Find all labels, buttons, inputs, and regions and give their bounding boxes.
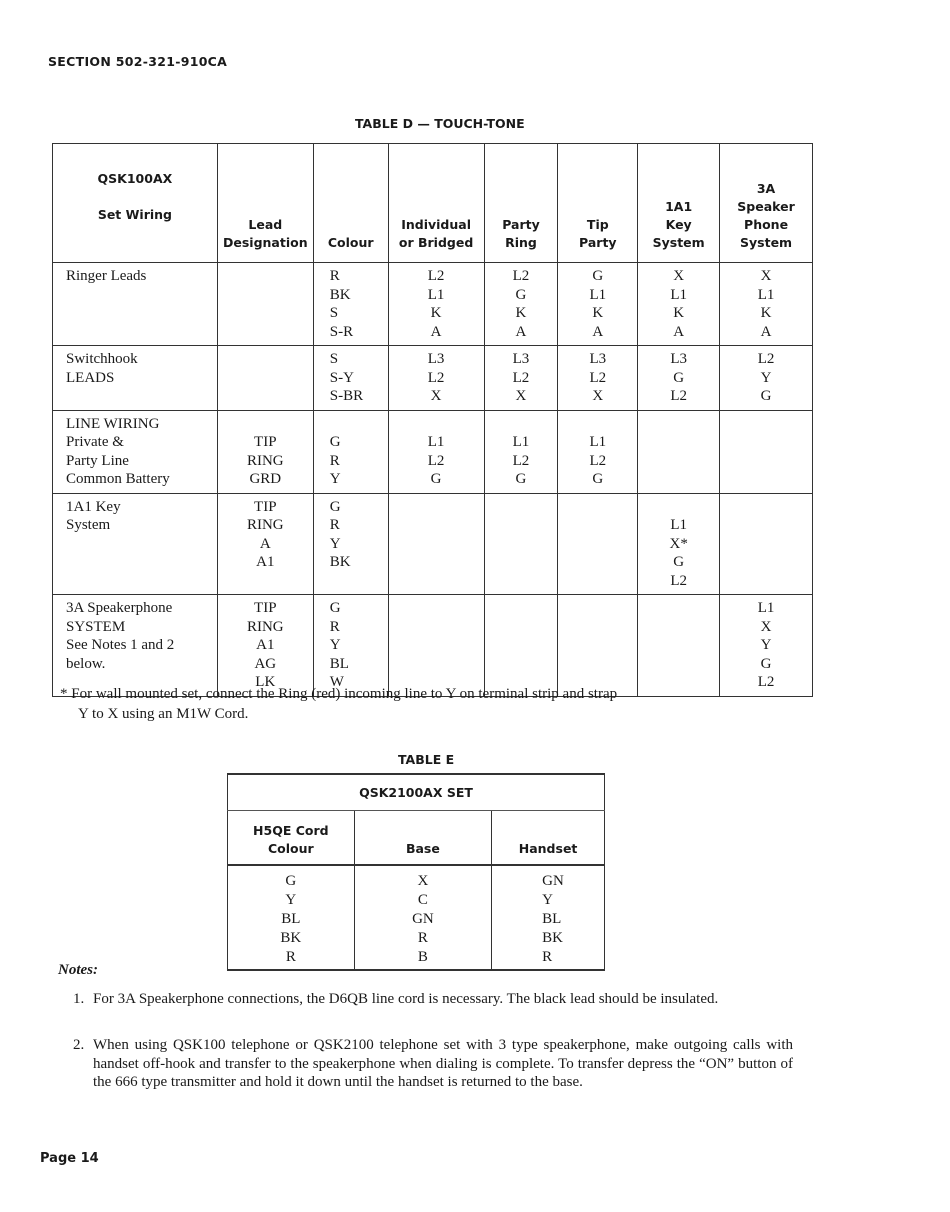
table-d-cell (558, 493, 638, 595)
table-d-cell (638, 263, 720, 346)
notes-heading: Notes: (58, 962, 98, 978)
cell-line: X (417, 873, 429, 889)
cell-line: LEADS (66, 369, 115, 386)
header-text: Lead (248, 217, 283, 232)
cell-line: BL (281, 911, 301, 927)
cell-line: R (285, 949, 296, 965)
cell-line: Y (329, 535, 341, 552)
cell-line: L2 (589, 452, 607, 469)
table-d-cell (720, 263, 813, 346)
cell-line: G (329, 498, 341, 515)
cell-line: BK (329, 286, 351, 303)
cell-line: L3 (512, 351, 530, 367)
table-e-base-column (354, 865, 492, 970)
cell-line: K (515, 305, 527, 321)
cell-line: L2 (512, 452, 530, 469)
table-d-header-cell (484, 144, 558, 263)
cell-line: TIP (254, 600, 277, 616)
table-d-cell (53, 263, 218, 346)
cell-line: X (515, 388, 527, 404)
cell-line: G (329, 600, 341, 616)
table-d-cell (53, 346, 218, 411)
table-d-cell (720, 410, 813, 493)
cell-line: W (329, 674, 344, 690)
table-d-cell (388, 493, 484, 595)
cell-line: G (329, 434, 341, 450)
header-text: Party (579, 235, 617, 250)
cell-line: L1 (670, 286, 687, 303)
cell-line: A (592, 323, 604, 340)
table-d-cell (217, 263, 313, 346)
table-d-cell (638, 493, 720, 595)
cell-line: L2 (427, 452, 445, 469)
cell-line: RING (246, 452, 284, 469)
cell-line: Ringer Leads (66, 268, 147, 284)
cell-line: Y (760, 369, 772, 386)
header-text: Handset (518, 841, 578, 856)
note-number: 2. (73, 1037, 85, 1053)
section-number: SECTION 502-321-910CA (48, 54, 228, 69)
cell-line: L2 (757, 351, 775, 367)
table-e (227, 773, 605, 971)
cell-line (330, 415, 388, 434)
header-text: Speaker (737, 199, 795, 214)
cell-line: K (430, 305, 442, 321)
cell-line: BK (542, 930, 564, 946)
table-e-header-cell (228, 811, 355, 866)
header-text: 1A1 (665, 199, 693, 214)
table-d-cell (558, 410, 638, 493)
table-d-cell (638, 346, 720, 411)
cell-line: L3 (427, 351, 445, 367)
header-text: Designation (222, 235, 308, 250)
cell-line: K (592, 305, 604, 321)
note-item (73, 990, 793, 1009)
table-d-header-cell (217, 144, 313, 263)
header-text: H5QE Cord (253, 823, 329, 838)
table-e-header-cell (354, 811, 492, 866)
cell-line: X (592, 388, 604, 404)
cell-line: G (592, 268, 604, 284)
table-d-header-cell (638, 144, 720, 263)
cell-line: Y (542, 892, 554, 908)
table-e-colour-column (228, 865, 355, 970)
table-d-header-cell (720, 144, 813, 263)
table-d-cell (313, 493, 388, 595)
header-text: 3A (756, 181, 776, 196)
cell-line: BK (280, 930, 302, 946)
table-d-row (53, 595, 813, 697)
cell-line: See Notes 1 and 2 (66, 637, 175, 653)
cell-line: BK (329, 554, 351, 570)
cell-line (638, 498, 719, 517)
cell-line: S (329, 351, 339, 367)
table-d-cell (484, 263, 558, 346)
cell-line: Y (760, 637, 772, 653)
cell-line: Y (329, 471, 341, 487)
table-d-cell (638, 410, 720, 493)
cell-line: G (760, 388, 772, 404)
cell-line: X (760, 268, 772, 284)
cell-line: L1 (589, 434, 607, 450)
table-d-cell (558, 263, 638, 346)
table-d-row (53, 493, 813, 595)
cell-line: R (417, 930, 428, 946)
header-text: Tip (586, 217, 609, 232)
cell-line: X (430, 388, 442, 404)
table-d-cell (558, 595, 638, 697)
cell-line: RING (246, 618, 284, 635)
cell-line: Y (285, 892, 297, 908)
table-d-cell (720, 493, 813, 595)
table-d-cell (313, 410, 388, 493)
cell-line: L1 (670, 517, 687, 533)
cell-line: Y (329, 637, 341, 653)
header-text: Ring (505, 235, 537, 250)
table-d-cell (388, 410, 484, 493)
cell-line: L2 (670, 388, 687, 404)
cell-line: GN (542, 873, 564, 889)
table-d-cell (53, 595, 218, 697)
note-number: 1. (73, 991, 85, 1007)
cell-line: L1 (589, 286, 607, 303)
cell-line: G (760, 655, 772, 672)
cell-line: 3A Speakerphone (66, 600, 173, 616)
cell-line: Private & (66, 434, 124, 450)
cell-line: R (329, 517, 340, 533)
cell-line: C (417, 892, 428, 908)
cell-line: L3 (670, 351, 687, 367)
cell-line: Party Line (66, 452, 129, 469)
cell-line: L2 (757, 674, 775, 690)
table-d-cell (638, 595, 720, 697)
header-text: QSK100AX (97, 171, 173, 186)
header-text: Party (502, 217, 540, 232)
table-e-title: TABLE E (398, 752, 455, 767)
cell-line: L3 (589, 351, 607, 367)
header-text: Base (405, 841, 440, 856)
cell-line: L2 (670, 572, 687, 589)
cell-line: System (66, 517, 111, 533)
table-d-cell (388, 346, 484, 411)
header-text: Phone (744, 217, 789, 232)
table-d-header-cell (313, 144, 388, 263)
cell-line (218, 415, 313, 434)
cell-line: 1A1 Key (66, 498, 121, 515)
cell-line: Common Battery (66, 471, 170, 487)
cell-line: L2 (427, 369, 445, 386)
header-text: System (740, 235, 793, 250)
cell-line: L2 (512, 268, 530, 284)
cell-line: S (329, 305, 339, 321)
cell-line: R (329, 618, 340, 635)
cell-line: G (673, 369, 685, 386)
table-d (52, 143, 813, 697)
table-d-cell (484, 346, 558, 411)
cell-line: R (542, 949, 553, 965)
cell-line: L1 (757, 286, 775, 303)
cell-line: LINE WIRING (66, 415, 160, 432)
table-d-title: TABLE D — TOUCH-TONE (355, 116, 525, 131)
cell-line: R (329, 268, 340, 284)
cell-line: K (673, 305, 685, 321)
cell-line: A (760, 323, 772, 340)
cell-line: S-R (329, 323, 354, 340)
table-d-cell (720, 595, 813, 697)
cell-line: X (673, 268, 685, 284)
note-text: When using QSK100 telephone or QSK2100 telephone set with 3 type speakerphone, make outgoing calls with handset off-hook and transfer to the speakerphone when dialing is complete. To transfer depress the “ON” button of the 666 type transmitter and hold it down until the handset is returned to the base. (93, 1037, 793, 1090)
table-d-cell (558, 346, 638, 411)
header-text: Key (665, 217, 692, 232)
cell-line: TIP (254, 498, 277, 515)
cell-line: L1 (427, 434, 445, 450)
cell-line: B (417, 949, 428, 965)
wall-mount-footnote (60, 684, 820, 724)
table-d-row (53, 263, 813, 346)
table-d-cell (313, 346, 388, 411)
table-d-cell (388, 263, 484, 346)
cell-line: AG (254, 655, 277, 672)
table-d-cell (53, 410, 218, 493)
cell-line: RING (246, 517, 284, 533)
header-text: or Bridged (398, 235, 474, 250)
header-text: Individual (401, 217, 471, 232)
cell-line: G (515, 286, 527, 303)
cell-line: G (673, 554, 685, 570)
cell-line: A (430, 323, 442, 340)
cell-line: A (515, 323, 527, 340)
table-d-row (53, 410, 813, 493)
cell-line: L2 (589, 369, 607, 386)
table-d-cell (484, 493, 558, 595)
cell-line: A (673, 323, 685, 340)
cell-line: TIP (254, 434, 277, 450)
cell-line: L1 (757, 600, 775, 616)
cell-line: BL (542, 911, 562, 927)
table-d-cell (313, 595, 388, 697)
table-d-cell (313, 263, 388, 346)
page-number: Page 14 (40, 1151, 99, 1166)
table-e-handset-column (492, 865, 605, 970)
cell-line: GN (412, 911, 434, 927)
table-d-cell (720, 346, 813, 411)
cell-line: L1 (427, 286, 445, 303)
cell-line: Switchhook (66, 351, 138, 367)
table-d-row (53, 346, 813, 411)
header-text: System (652, 235, 705, 250)
cell-line: X (760, 618, 772, 635)
table-e-set-header: QSK2100AX SET (228, 774, 605, 811)
table-e-header-cell (492, 811, 605, 866)
table-d-header-cell (388, 144, 484, 263)
table-d-cell (217, 346, 313, 411)
table-d-cell (217, 410, 313, 493)
cell-line: LK (255, 674, 276, 690)
header-text: Colour (267, 841, 314, 856)
table-d-header-row (53, 144, 813, 263)
cell-line: X* (669, 535, 688, 552)
cell-line: A1 (256, 637, 275, 653)
cell-line (558, 415, 637, 434)
table-d-cell (217, 493, 313, 595)
note-item (73, 1036, 793, 1092)
cell-line: L2 (512, 369, 530, 386)
cell-line: A1 (256, 554, 275, 570)
cell-line (485, 415, 558, 434)
table-d-cell (484, 410, 558, 493)
cell-line: G (592, 471, 604, 487)
cell-line: G (285, 873, 297, 889)
footnote-line: Y to X using an M1W Cord. (78, 706, 249, 722)
cell-line (389, 415, 484, 434)
footnote-line: * For wall mounted set, connect the Ring (red) incoming line to Y on terminal strip and strap (60, 686, 618, 702)
note-text: For 3A Speakerphone connections, the D6QB line cord is necessary. The black lead should be insulated. (93, 991, 719, 1007)
cell-line: SYSTEM (66, 618, 126, 635)
cell-line: L1 (512, 434, 530, 450)
cell-line: S-Y (329, 369, 354, 386)
cell-line: K (760, 305, 772, 321)
table-d-cell (53, 493, 218, 595)
table-d-header-cell (558, 144, 638, 263)
cell-line: S-BR (329, 388, 364, 404)
cell-line: BL (329, 655, 349, 672)
cell-line: GRD (249, 471, 282, 487)
cell-line: G (430, 471, 442, 487)
table-d-cell (484, 595, 558, 697)
table-d-cell (388, 595, 484, 697)
cell-line: below. (66, 655, 106, 672)
cell-line: L2 (427, 268, 445, 284)
cell-line: A (259, 535, 271, 552)
header-text: Colour (327, 235, 374, 250)
cell-line: G (515, 471, 527, 487)
table-d-header-cell (53, 144, 218, 263)
header-text: Set Wiring (97, 207, 172, 222)
table-d-cell (217, 595, 313, 697)
cell-line: R (329, 452, 340, 469)
